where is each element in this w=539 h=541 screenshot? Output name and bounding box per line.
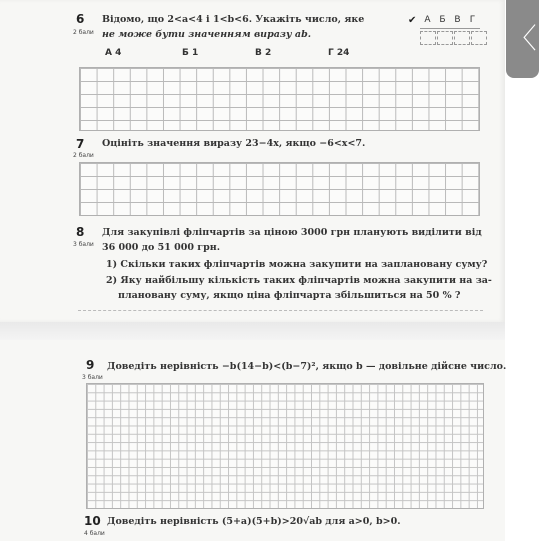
task-7-points: 2 бали [73, 152, 94, 159]
option-c: В 2 [255, 48, 272, 58]
task-8-line-1: Для закупівлі фліпчартів за ціною 3000 грн планують виділити від [102, 227, 482, 238]
task-6-line-1: Відомо, що 2<a<4 і 1<b<6. Укажіть число, яке [102, 14, 365, 25]
answer-box [408, 15, 480, 45]
task-6-grid [79, 67, 480, 131]
task-9-line-1: Доведіть нерівність −b(14−b)<(b−7)², якщо b — довільне дійсне число. [107, 361, 507, 372]
task-10-number: 10 [84, 514, 101, 528]
task-9-number: 9 [86, 358, 95, 372]
task-9-points: 3 бали [82, 374, 103, 381]
task-8-number: 8 [76, 225, 85, 239]
answer-cell-b[interactable] [437, 31, 453, 45]
task-8-points: 3 бали [73, 241, 94, 248]
page-separator [0, 322, 539, 340]
answer-letter-c: В [450, 15, 465, 29]
task-9-grid [86, 383, 484, 509]
answer-cell-d[interactable] [471, 31, 487, 45]
task-8-question-2b: плановану суму, якщо ціна фліпчарта збільшиться на 50 % ? [118, 290, 461, 301]
option-a: А 4 [105, 48, 122, 58]
option-d: Г 24 [328, 48, 350, 58]
right-margin [505, 0, 539, 541]
chevron-left-icon: 〈 [508, 22, 537, 55]
task-6-number: 6 [76, 12, 85, 26]
task-10-line-1: Доведіть нерівність (5+a)(5+b)>20√ab для a>0, b>0. [107, 516, 401, 527]
task-10-points: 4 бали [84, 530, 105, 537]
option-b: Б 1 [182, 48, 199, 58]
check-icon: ✔ [408, 15, 417, 26]
task-6-points: 2 бали [73, 29, 94, 36]
back-button[interactable] [506, 0, 539, 78]
task-8-question-2a: 2) Яку найбільшу кількість таких фліпчартів можна закупити на за- [106, 275, 492, 286]
task-7-line-1: Оцініть значення виразу 23−4x, якщо −6<x<7. [102, 138, 366, 149]
dashed-divider [78, 310, 483, 311]
answer-letter-b: Б [435, 15, 450, 29]
task-6-line-2: не може бути значенням виразу ab. [102, 29, 312, 40]
answer-letter-d: Г [465, 15, 480, 29]
answer-cell-a[interactable] [420, 31, 436, 45]
task-8-line-2: 36 000 до 51 000 грн. [102, 242, 221, 253]
task-8-question-1: 1) Скільки таких фліпчартів можна закупити на заплановану суму? [106, 259, 488, 270]
answer-cell-c[interactable] [454, 31, 470, 45]
task-7-grid [79, 162, 480, 216]
answer-letter-a: А [420, 15, 435, 29]
task-7-number: 7 [76, 137, 85, 151]
